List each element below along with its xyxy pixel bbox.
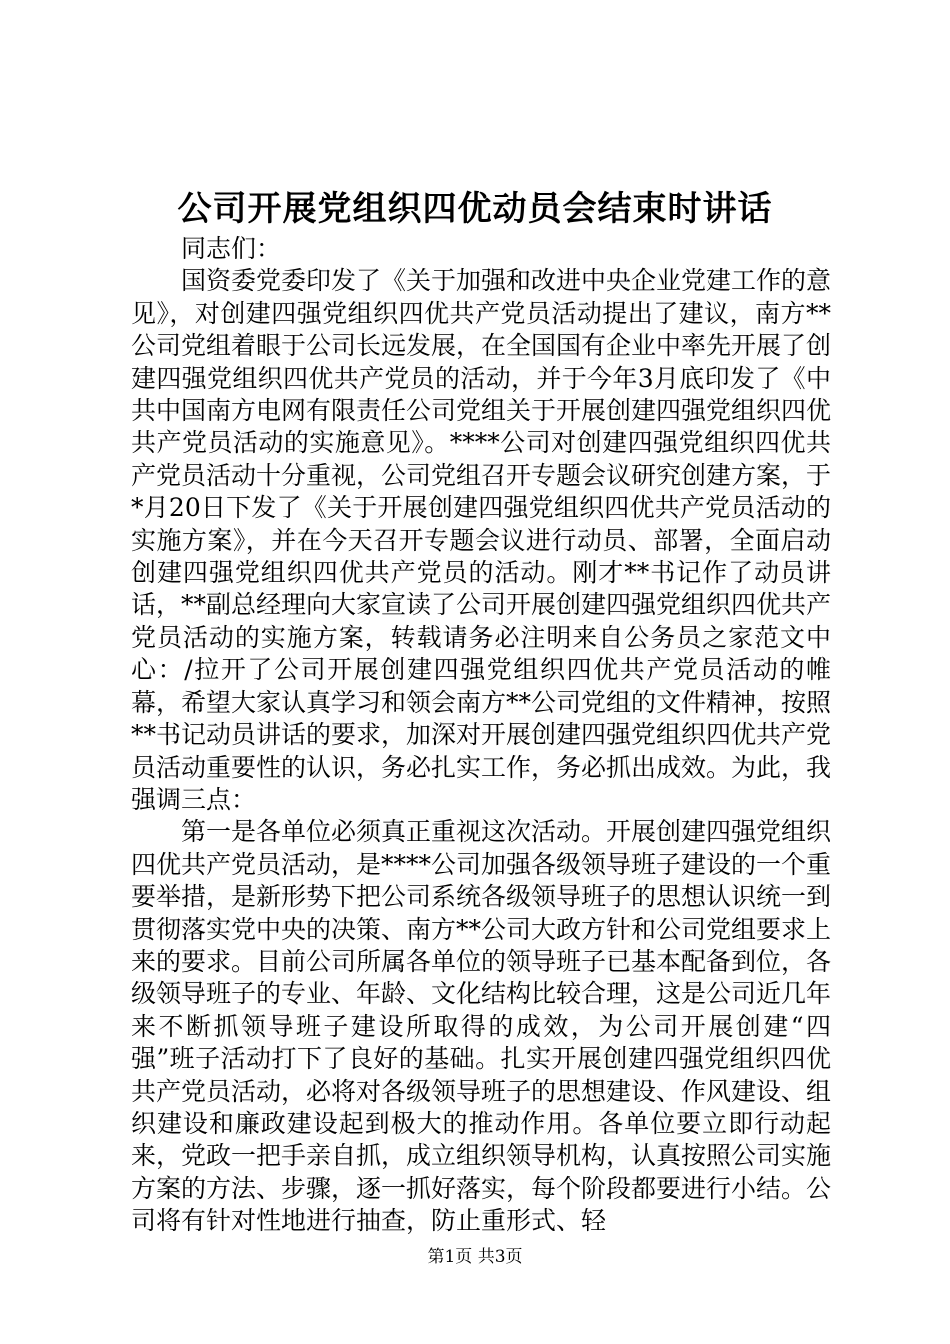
- document-title: 公司开展党组织四优动员会结束时讲话: [177, 189, 773, 229]
- body-paragraph-2: 第一是各单位必须真正重视这次活动。开展创建四强党组织四优共产党员活动，是****公司加强各级领导班子建设的一个重要举措，是新形势下把公司系统各级领导班子的思想认识统一到贯彻落实党中央的决策、南方**公司大政方针和公司党组要求上来的要求。目前公司所属各单位的领导班子已基本配备到位，各级领导班子的专业、年龄、文化结构比较合理，这是公司近几年来不断抓领导班子建设所取得的成效，为公司开展创建“四强”班子活动打下了良好的基础。扎实开展创建四强党组织四优共产党员活动，必将对各级领导班子的思想建设、作风建设、组织建设和廉政建设起到极大的推动作用。各单位要立即行动起来，党政一把手亲自抓，成立组织领导机构，认真按照公司实施方案的方法、步骤，逐一抓好落实，每个阶段都要进行小结。公司将有针对性地进行抽查，防止重形式、轻: [131, 817, 832, 1236]
- page-footer: 第1页 共3页: [427, 1247, 523, 1267]
- body-paragraph-1: 国资委党委印发了《关于加强和改进中央企业党建工作的意见》，对创建四强党组织四优共产党员活动提出了建议，南方**公司党组着眼于公司长远发展，在全国国有企业中率先开展了创建四强党组织四优共产党员的活动，并于今年3月底印发了《中共中国南方电网有限责任公司党组关于开展创建四强党组织四优共产党员活动的实施意见》。****公司对创建四强党组织四优共产党员活动十分重视，公司党组召开专题会议研究创建方案，于*月20日下发了《关于开展创建四强党组织四优共产党员活动的实施方案》，并在今天召开专题会议进行动员、部署，全面启动创建四强党组织四优共产党员的活动。刚才**书记作了动员讲话，**副总经理向大家宣读了公司开展创建四强党组织四优共产党员活动的实施方案，转载请务必注明来自公务员之家范文中心：/拉开了公司开展创建四强党组织四优共产党员活动的帷幕，希望大家认真学习和领会南方**公司党组的文件精神，按照**书记动员讲话的要求，加深对开展创建四强党组织四优共产党员活动重要性的认识，务必扎实工作，务必抓出成效。为此，我强调三点：: [131, 266, 832, 814]
- salutation: 同志们：: [181, 234, 282, 263]
- document-body: [131, 233, 831, 1238]
